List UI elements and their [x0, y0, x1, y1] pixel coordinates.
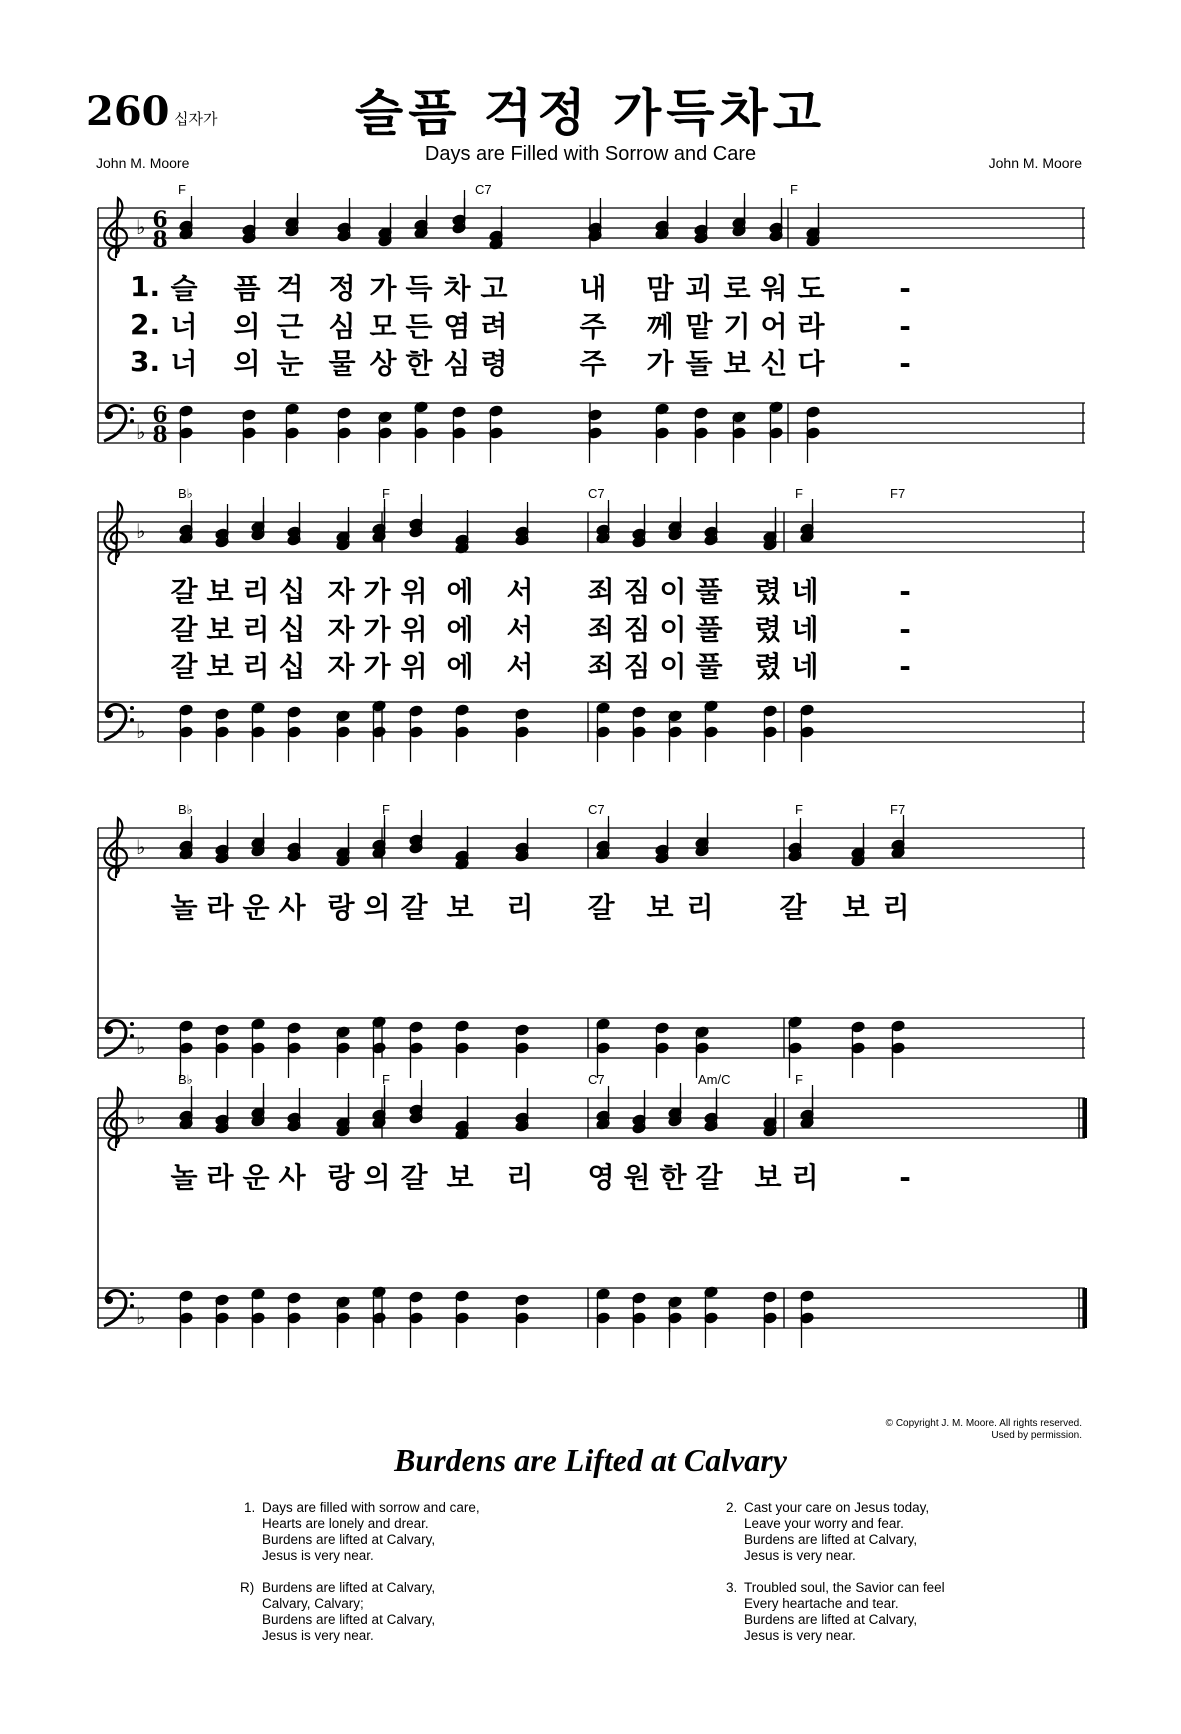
- lyric-syllable: 로: [723, 272, 751, 305]
- stanza-label: 3.: [726, 1580, 738, 1595]
- lyric-syllable: 보: [206, 650, 234, 683]
- lyric-syllable: 득: [405, 272, 433, 305]
- lyric-syllable: 죄: [587, 575, 615, 608]
- title-korean: 슬픔 걱정 가득차고: [354, 83, 827, 142]
- clef-dot: [130, 1022, 134, 1026]
- flat-sign: ♭: [136, 215, 146, 239]
- lyric-syllable: 자: [327, 613, 355, 646]
- stanza-label: 1.: [244, 1500, 256, 1515]
- lyric-syllable: 갈: [170, 575, 198, 608]
- lyric-syllable: 너: [170, 347, 198, 380]
- lyric-syllable: 보: [646, 891, 674, 924]
- lyric-syllable: 라: [797, 310, 825, 343]
- lyric-syllable: 걱: [276, 272, 304, 305]
- clef-dot: [130, 1034, 134, 1038]
- stanza-line: Hearts are lonely and drear.: [262, 1516, 429, 1531]
- lyric-syllable: 근: [276, 310, 304, 343]
- chord-symbol: B♭: [178, 1072, 193, 1087]
- lyric-syllable: 에: [446, 575, 474, 608]
- composer-credit: John M. Moore: [988, 155, 1082, 171]
- lyric-syllable: 이: [659, 575, 687, 608]
- time-signature-top: 6: [152, 207, 168, 233]
- lyric-syllable: 십: [278, 613, 306, 646]
- flat-sign: ♭: [136, 519, 146, 543]
- lyric-syllable: 갈: [587, 891, 615, 924]
- lyric-syllable: 운: [242, 891, 270, 924]
- chord-symbol: F: [382, 1072, 390, 1087]
- lyric-syllable: 정: [328, 272, 356, 305]
- lyric-syllable: 네: [791, 650, 819, 683]
- lyric-syllable: 가: [363, 650, 391, 683]
- stanza-line: Jesus is very near.: [744, 1548, 856, 1563]
- lyric-syllable: 갈: [170, 650, 198, 683]
- clef-dot: [130, 718, 134, 722]
- flat-sign: ♭: [136, 719, 146, 743]
- chord-symbol: F: [382, 802, 390, 817]
- chord-symbol: B♭: [178, 802, 193, 817]
- lyric-syllable: 갈: [400, 891, 428, 924]
- lyric-syllable: 보: [206, 575, 234, 608]
- lyric-syllable: 눈: [276, 347, 304, 380]
- lyric-syllable: 리: [882, 891, 910, 924]
- treble-clef: [104, 1088, 127, 1150]
- lyric-syllable: 위: [400, 575, 428, 608]
- stanza-line: Burdens are lifted at Calvary,: [262, 1612, 436, 1627]
- lyric-syllable: 맡: [685, 310, 713, 343]
- lyric-syllable: 가: [363, 613, 391, 646]
- lyric-syllable: 픔: [233, 272, 261, 305]
- clef-dot: [105, 1296, 113, 1304]
- lyrics-block: [170, 575, 910, 683]
- lyric-syllable: 보: [842, 891, 870, 924]
- lyric-syllable: 의: [233, 310, 261, 343]
- stanza-line: Calvary, Calvary;: [262, 1596, 364, 1611]
- stanza-2: [726, 1500, 930, 1564]
- lyric-syllable: 모: [369, 310, 397, 343]
- lyric-syllable: 주: [579, 347, 607, 380]
- lyric-syllable: 한: [405, 347, 433, 380]
- stanza-refrain: [240, 1580, 436, 1644]
- lyric-syllable: 렸: [754, 613, 782, 646]
- clef-path: [104, 818, 127, 880]
- lyric-syllable: 영: [587, 1161, 615, 1194]
- lyric-syllable: 이: [659, 613, 687, 646]
- chord-symbol: C7: [588, 802, 605, 817]
- copyright-notice: [886, 1418, 1082, 1442]
- verse-number: 1.: [130, 270, 161, 303]
- stanza-label: R): [240, 1580, 255, 1595]
- lyric-syllable: 위: [400, 613, 428, 646]
- time-signature-bottom: 8: [152, 227, 168, 253]
- lyric-syllable: 어: [760, 310, 788, 343]
- lyric-syllable: 도: [797, 272, 825, 305]
- chord-symbol: Am/C: [698, 1072, 731, 1087]
- lyric-syllable: 가: [369, 272, 397, 305]
- verse-number: 3.: [130, 345, 161, 378]
- lyric-syllable: 보: [446, 891, 474, 924]
- chord-symbol: F: [795, 486, 803, 501]
- lyric-syllable: 고: [480, 272, 508, 305]
- clef-path: [104, 502, 127, 564]
- treble-clef: [104, 818, 127, 880]
- lyric-syllable: 짐: [623, 575, 651, 608]
- lyric-syllable: 죄: [587, 650, 615, 683]
- stanza-line: Cast your care on Jesus today,: [744, 1500, 930, 1515]
- lyric-syllable: -: [899, 1161, 911, 1194]
- lyric-syllable: 리: [686, 891, 714, 924]
- lyric-syllable: 가: [646, 347, 674, 380]
- time-signature-top: 6: [152, 402, 168, 428]
- lyrics-block: [130, 270, 911, 380]
- lyric-syllable: 리: [506, 1161, 534, 1194]
- lyric-syllable: 의: [363, 1161, 391, 1194]
- lyric-syllable: 리: [506, 891, 534, 924]
- lyric-syllable: 놀: [170, 1161, 198, 1194]
- chord-symbol: F7: [890, 486, 906, 501]
- lyric-syllable: 심: [443, 347, 471, 380]
- lyric-syllable: 슬: [170, 272, 198, 305]
- stanza-line: Burdens are lifted at Calvary,: [744, 1612, 918, 1627]
- lyricist-credit: John M. Moore: [96, 155, 190, 171]
- stanza-line: Days are filled with sorrow and care,: [262, 1500, 480, 1515]
- treble-clef: [104, 502, 127, 564]
- flat-sign: ♭: [136, 1305, 146, 1329]
- lyric-syllable: 풀: [695, 650, 723, 683]
- lyric-syllable: 놀: [170, 891, 198, 924]
- lyric-syllable: 갈: [779, 891, 807, 924]
- lyric-syllable: 괴: [685, 272, 713, 305]
- lyric-syllable: 라: [206, 1161, 234, 1194]
- lyric-syllable: 돌: [685, 347, 713, 380]
- lyric-syllable: 십: [278, 575, 306, 608]
- flat-sign: ♭: [136, 1035, 146, 1059]
- lyric-syllable: 가: [363, 575, 391, 608]
- lyrics-block: [170, 1161, 910, 1194]
- lyric-syllable: 자: [327, 650, 355, 683]
- stanza-line: Jesus is very near.: [262, 1628, 374, 1643]
- lyric-syllable: -: [899, 272, 911, 305]
- clef-dot: [130, 407, 134, 411]
- lyric-syllable: 갈: [170, 613, 198, 646]
- lyric-syllable: 리: [791, 1161, 819, 1194]
- chord-symbol: F: [790, 182, 798, 197]
- lyric-syllable: 보: [206, 613, 234, 646]
- title-english: Days are Filled with Sorrow and Care: [424, 143, 757, 165]
- chord-symbol: F7: [890, 802, 906, 817]
- verse-number: 2.: [130, 308, 161, 341]
- lyric-syllable: 에: [446, 613, 474, 646]
- lyric-syllable: 사: [278, 891, 306, 924]
- lyric-syllable: 서: [506, 575, 534, 608]
- clef-dot: [130, 1292, 134, 1296]
- lyric-syllable: 의: [363, 891, 391, 924]
- lyric-syllable: 죄: [587, 613, 615, 646]
- lyric-syllable: 보: [754, 1161, 782, 1194]
- lyric-syllable: 네: [791, 575, 819, 608]
- lyric-syllable: 차: [443, 272, 471, 305]
- time-signature-bottom: 8: [152, 422, 168, 448]
- lyric-syllable: 리: [242, 650, 270, 683]
- lyric-syllable: 라: [206, 891, 234, 924]
- chord-symbol: C7: [588, 486, 605, 501]
- chord-symbol: B♭: [178, 486, 193, 501]
- flat-sign: ♭: [136, 420, 146, 444]
- lyric-syllable: 에: [446, 650, 474, 683]
- clef-path: [104, 1088, 127, 1150]
- lyric-syllable: -: [899, 575, 911, 608]
- copyright-line: © Copyright J. M. Moore. All rights reserved.: [885, 1418, 1082, 1429]
- clef-dot: [105, 710, 113, 718]
- lyric-syllable: 풀: [695, 613, 723, 646]
- lyric-syllable: 맘: [646, 272, 674, 305]
- stanza-line: Burdens are lifted at Calvary,: [744, 1532, 918, 1547]
- lyric-syllable: 기: [723, 310, 751, 343]
- lyric-syllable: 풀: [695, 575, 723, 608]
- lyric-syllable: 염: [443, 310, 471, 343]
- lyric-syllable: 상: [369, 347, 397, 380]
- stanza-line: Leave your worry and fear.: [744, 1516, 904, 1531]
- stanza-line: Jesus is very near.: [744, 1628, 856, 1643]
- treble-clef: [104, 198, 127, 260]
- lyric-syllable: 이: [659, 650, 687, 683]
- lyric-syllable: 보: [723, 347, 751, 380]
- lyric-syllable: 심: [328, 310, 356, 343]
- clef-dot: [105, 411, 113, 419]
- flat-sign: ♭: [136, 835, 146, 859]
- lyric-syllable: 보: [446, 1161, 474, 1194]
- clef-dot: [130, 706, 134, 710]
- chord-symbol: F: [795, 802, 803, 817]
- lyric-syllable: 워: [760, 272, 788, 305]
- lyric-syllable: 의: [233, 347, 261, 380]
- lyric-syllable: 운: [242, 1161, 270, 1194]
- chord-symbol: F: [795, 1072, 803, 1087]
- permission-line: Used by permission.: [991, 1430, 1082, 1441]
- lyric-syllable: 짐: [623, 650, 651, 683]
- stanza-line: Burdens are lifted at Calvary,: [262, 1532, 436, 1547]
- lyric-syllable: -: [899, 613, 911, 646]
- english-title: Burdens are Lifted at Calvary: [394, 1442, 787, 1478]
- lyric-syllable: 사: [278, 1161, 306, 1194]
- lyric-syllable: 갈: [400, 1161, 428, 1194]
- lyric-syllable: 렸: [754, 650, 782, 683]
- stanza-line: Troubled soul, the Savior can feel: [744, 1580, 945, 1595]
- lyric-syllable: 다: [797, 347, 825, 380]
- lyric-syllable: 원: [623, 1161, 651, 1194]
- lyric-syllable: 신: [760, 347, 788, 380]
- lyric-syllable: -: [899, 650, 911, 683]
- chord-symbol: C7: [475, 182, 492, 197]
- lyric-syllable: 내: [579, 272, 607, 305]
- stanza-line: Every heartache and tear.: [744, 1596, 899, 1611]
- stanza-3: [726, 1580, 945, 1644]
- stanza-line: Burdens are lifted at Calvary,: [262, 1580, 436, 1595]
- lyric-syllable: 위: [400, 650, 428, 683]
- hymn-category: 십자가: [174, 110, 218, 128]
- stanza-label: 2.: [726, 1500, 738, 1515]
- lyrics-block: [170, 891, 909, 924]
- hymn-number: 260: [86, 88, 170, 135]
- lyric-syllable: 든: [405, 310, 433, 343]
- chord-symbol: F: [178, 182, 186, 197]
- lyric-syllable: 서: [506, 650, 534, 683]
- lyric-syllable: 짐: [623, 613, 651, 646]
- lyric-syllable: 자: [327, 575, 355, 608]
- chord-symbol: C7: [588, 1072, 605, 1087]
- clef-path: [104, 198, 127, 260]
- lyric-syllable: 려: [480, 310, 508, 343]
- chord-symbol: F: [382, 486, 390, 501]
- lyric-syllable: 서: [506, 613, 534, 646]
- lyric-syllable: -: [899, 310, 911, 343]
- lyric-syllable: 랑: [327, 1161, 355, 1194]
- lyric-syllable: 리: [242, 575, 270, 608]
- clef-dot: [105, 1026, 113, 1034]
- lyric-syllable: 십: [278, 650, 306, 683]
- lyric-syllable: 너: [170, 310, 198, 343]
- clef-dot: [130, 1304, 134, 1308]
- lyric-syllable: 주: [579, 310, 607, 343]
- lyric-syllable: 령: [480, 347, 508, 380]
- lyric-syllable: 께: [646, 310, 674, 343]
- lyric-syllable: 물: [328, 347, 356, 380]
- lyric-syllable: 갈: [695, 1161, 723, 1194]
- lyric-syllable: 랑: [327, 891, 355, 924]
- clef-dot: [130, 419, 134, 423]
- lyric-syllable: -: [899, 347, 911, 380]
- lyric-syllable: 한: [659, 1161, 687, 1194]
- stanza-1: [244, 1500, 480, 1564]
- lyric-syllable: 네: [791, 613, 819, 646]
- stanza-line: Jesus is very near.: [262, 1548, 374, 1563]
- lyric-syllable: 렸: [754, 575, 782, 608]
- flat-sign: ♭: [136, 1105, 146, 1129]
- lyric-syllable: 리: [242, 613, 270, 646]
